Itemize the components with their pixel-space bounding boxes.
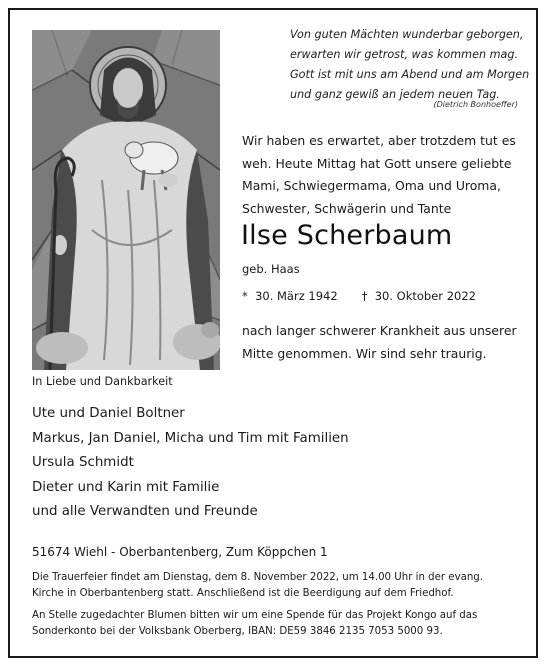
maiden-name: geb. Haas <box>242 262 300 276</box>
intro-line: Schwester, Schwägerin und Tante <box>242 200 452 216</box>
deceased-name: Ilse Scherbaum <box>241 220 453 251</box>
mourner-line: Ursula Schmidt <box>32 455 134 470</box>
poem-line: und ganz gewiß an jedem neuen Tag. <box>290 88 500 101</box>
donation-info <box>32 608 522 640</box>
birth-star-icon: * <box>242 289 248 303</box>
mourners-list <box>32 402 349 525</box>
closing-phrase: In Liebe und Dankbarkeit <box>32 375 173 388</box>
after-text <box>242 320 520 365</box>
mourner-line: Markus, Jan Daniel, Micha und Tim mit Familien <box>32 430 349 446</box>
intro-line: weh. Heute Mittag hat Gott unsere geliebte <box>242 155 512 171</box>
donation-info-line: An Stelle zugedachter Blumen bitten wir um eine Spende für das Projekt Kongo auf das <box>32 610 478 621</box>
poem-author: (Dietrich Bonhoeffer) <box>433 100 518 109</box>
poem-line: erwarten wir getrost, was kommen mag. <box>290 48 519 61</box>
poem-line: Von guten Mächten wunderbar geborgen, <box>290 28 524 41</box>
mourner-line: Ute und Daniel Boltner <box>32 406 185 421</box>
stained-glass-shepherd-image <box>32 30 220 370</box>
funeral-info-line: Kirche in Oberbantenberg statt. Anschließend ist die Beerdigung auf dem Friedhof. <box>32 588 454 599</box>
poem-line: Gott ist mit uns am Abend und am Morgen <box>290 68 530 81</box>
funeral-info <box>32 570 522 602</box>
birth-date: 30. März 1942 <box>255 289 338 303</box>
after-line: Mitte genommen. Wir sind sehr traurig. <box>242 345 487 361</box>
mourner-line: und alle Verwandten und Freunde <box>32 504 258 519</box>
intro-line: Wir haben es erwartet, aber trotzdem tut es <box>242 133 516 148</box>
life-dates <box>242 289 476 303</box>
funeral-info-line: Die Trauerfeier findet am Dienstag, dem 8. November 2022, um 14.00 Uhr in der evang. <box>32 572 484 583</box>
bonhoeffer-poem <box>290 25 530 105</box>
intro-text <box>242 130 520 220</box>
donation-info-line: Sonderkonto bei der Volksbank Oberberg, IBAN: DE59 3846 2135 7053 5000 93. <box>32 626 443 637</box>
intro-line: Mami, Schwiegermama, Oma und Uroma, <box>242 178 501 193</box>
funeral-details <box>32 570 522 646</box>
death-cross-icon: † <box>361 289 368 303</box>
family-address: 51674 Wiehl - Oberbantenberg, Zum Köppchen 1 <box>32 545 328 559</box>
death-date: 30. Oktober 2022 <box>374 289 476 303</box>
after-line: nach langer schwerer Krankheit aus unserer <box>242 323 517 338</box>
mourner-line: Dieter und Karin mit Familie <box>32 479 220 495</box>
